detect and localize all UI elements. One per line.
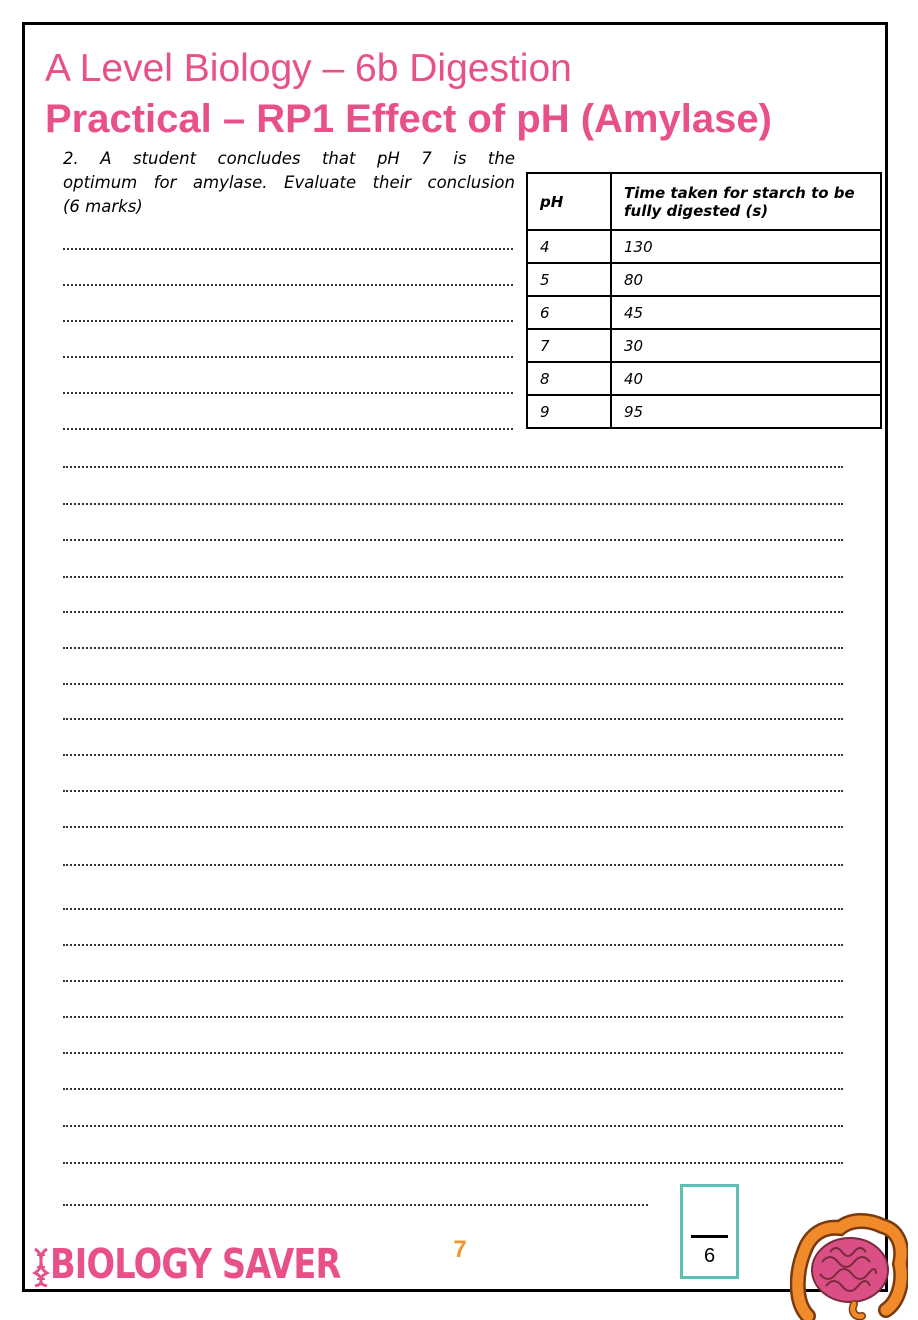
table-cell-time: 40 — [611, 362, 881, 395]
answer-line[interactable] — [63, 1052, 843, 1054]
answer-line[interactable] — [63, 908, 843, 910]
answer-line[interactable] — [63, 576, 843, 578]
page-title: A Level Biology – 6b Digestion — [45, 47, 572, 90]
answer-line[interactable] — [63, 428, 513, 430]
answer-line[interactable] — [63, 356, 513, 358]
answer-line[interactable] — [63, 826, 843, 828]
answer-line[interactable] — [63, 718, 843, 720]
table-cell-ph: 9 — [527, 395, 611, 428]
table-cell-time: 30 — [611, 329, 881, 362]
answer-line[interactable] — [63, 392, 513, 394]
table-header-ph: pH — [527, 173, 611, 230]
table-cell-ph: 5 — [527, 263, 611, 296]
table-cell-ph: 6 — [527, 296, 611, 329]
table-cell-time: 45 — [611, 296, 881, 329]
table-cell-ph: 4 — [527, 230, 611, 263]
answer-line[interactable] — [63, 1016, 843, 1018]
marks-divider — [691, 1235, 728, 1238]
answer-line[interactable] — [63, 944, 843, 946]
answer-line[interactable] — [63, 611, 843, 613]
table-cell-time: 95 — [611, 395, 881, 428]
page-subtitle: Practical – RP1 Effect of pH (Amylase) — [45, 97, 772, 141]
answer-line[interactable] — [63, 539, 843, 541]
table-row — [527, 329, 881, 362]
answer-line[interactable] — [63, 1204, 648, 1206]
table-cell-time: 130 — [611, 230, 881, 263]
answer-line[interactable] — [63, 683, 843, 685]
question-line-1: 2. A student concludes that pH 7 is the — [63, 149, 515, 168]
question-line-2: optimum for amylase. Evaluate their conclusion — [63, 173, 515, 192]
answer-line[interactable] — [63, 980, 843, 982]
dna-logo-icon — [30, 1247, 52, 1287]
table-cell-ph: 8 — [527, 362, 611, 395]
table-row — [527, 362, 881, 395]
answer-line[interactable] — [63, 466, 843, 468]
answer-line[interactable] — [63, 1088, 843, 1090]
intestine-icon — [790, 1212, 908, 1320]
brand-logo-text: BIOLOGY SAVER — [50, 1240, 341, 1288]
answer-line[interactable] — [63, 790, 843, 792]
answer-line[interactable] — [63, 284, 513, 286]
answer-line[interactable] — [63, 1125, 843, 1127]
marks-box[interactable] — [680, 1184, 739, 1279]
table-header-time: Time taken for starch to be fully digested (s) — [611, 173, 881, 230]
question-line-3: (6 marks) — [63, 197, 143, 216]
table-row — [527, 230, 881, 263]
answer-line[interactable] — [63, 864, 843, 866]
page-number: 7 — [453, 1236, 467, 1263]
answer-line[interactable] — [63, 647, 843, 649]
table-header-row — [527, 173, 881, 230]
table-cell-ph: 7 — [527, 329, 611, 362]
answer-line[interactable] — [63, 1162, 843, 1164]
table-row — [527, 395, 881, 428]
table-row — [527, 263, 881, 296]
answer-line[interactable] — [63, 320, 513, 322]
answer-line[interactable] — [63, 248, 513, 250]
table-row — [527, 296, 881, 329]
question-text — [63, 147, 515, 219]
answer-line[interactable] — [63, 503, 843, 505]
results-table — [526, 172, 882, 429]
marks-total: 6 — [703, 1245, 716, 1267]
table-cell-time: 80 — [611, 263, 881, 296]
answer-line[interactable] — [63, 754, 843, 756]
